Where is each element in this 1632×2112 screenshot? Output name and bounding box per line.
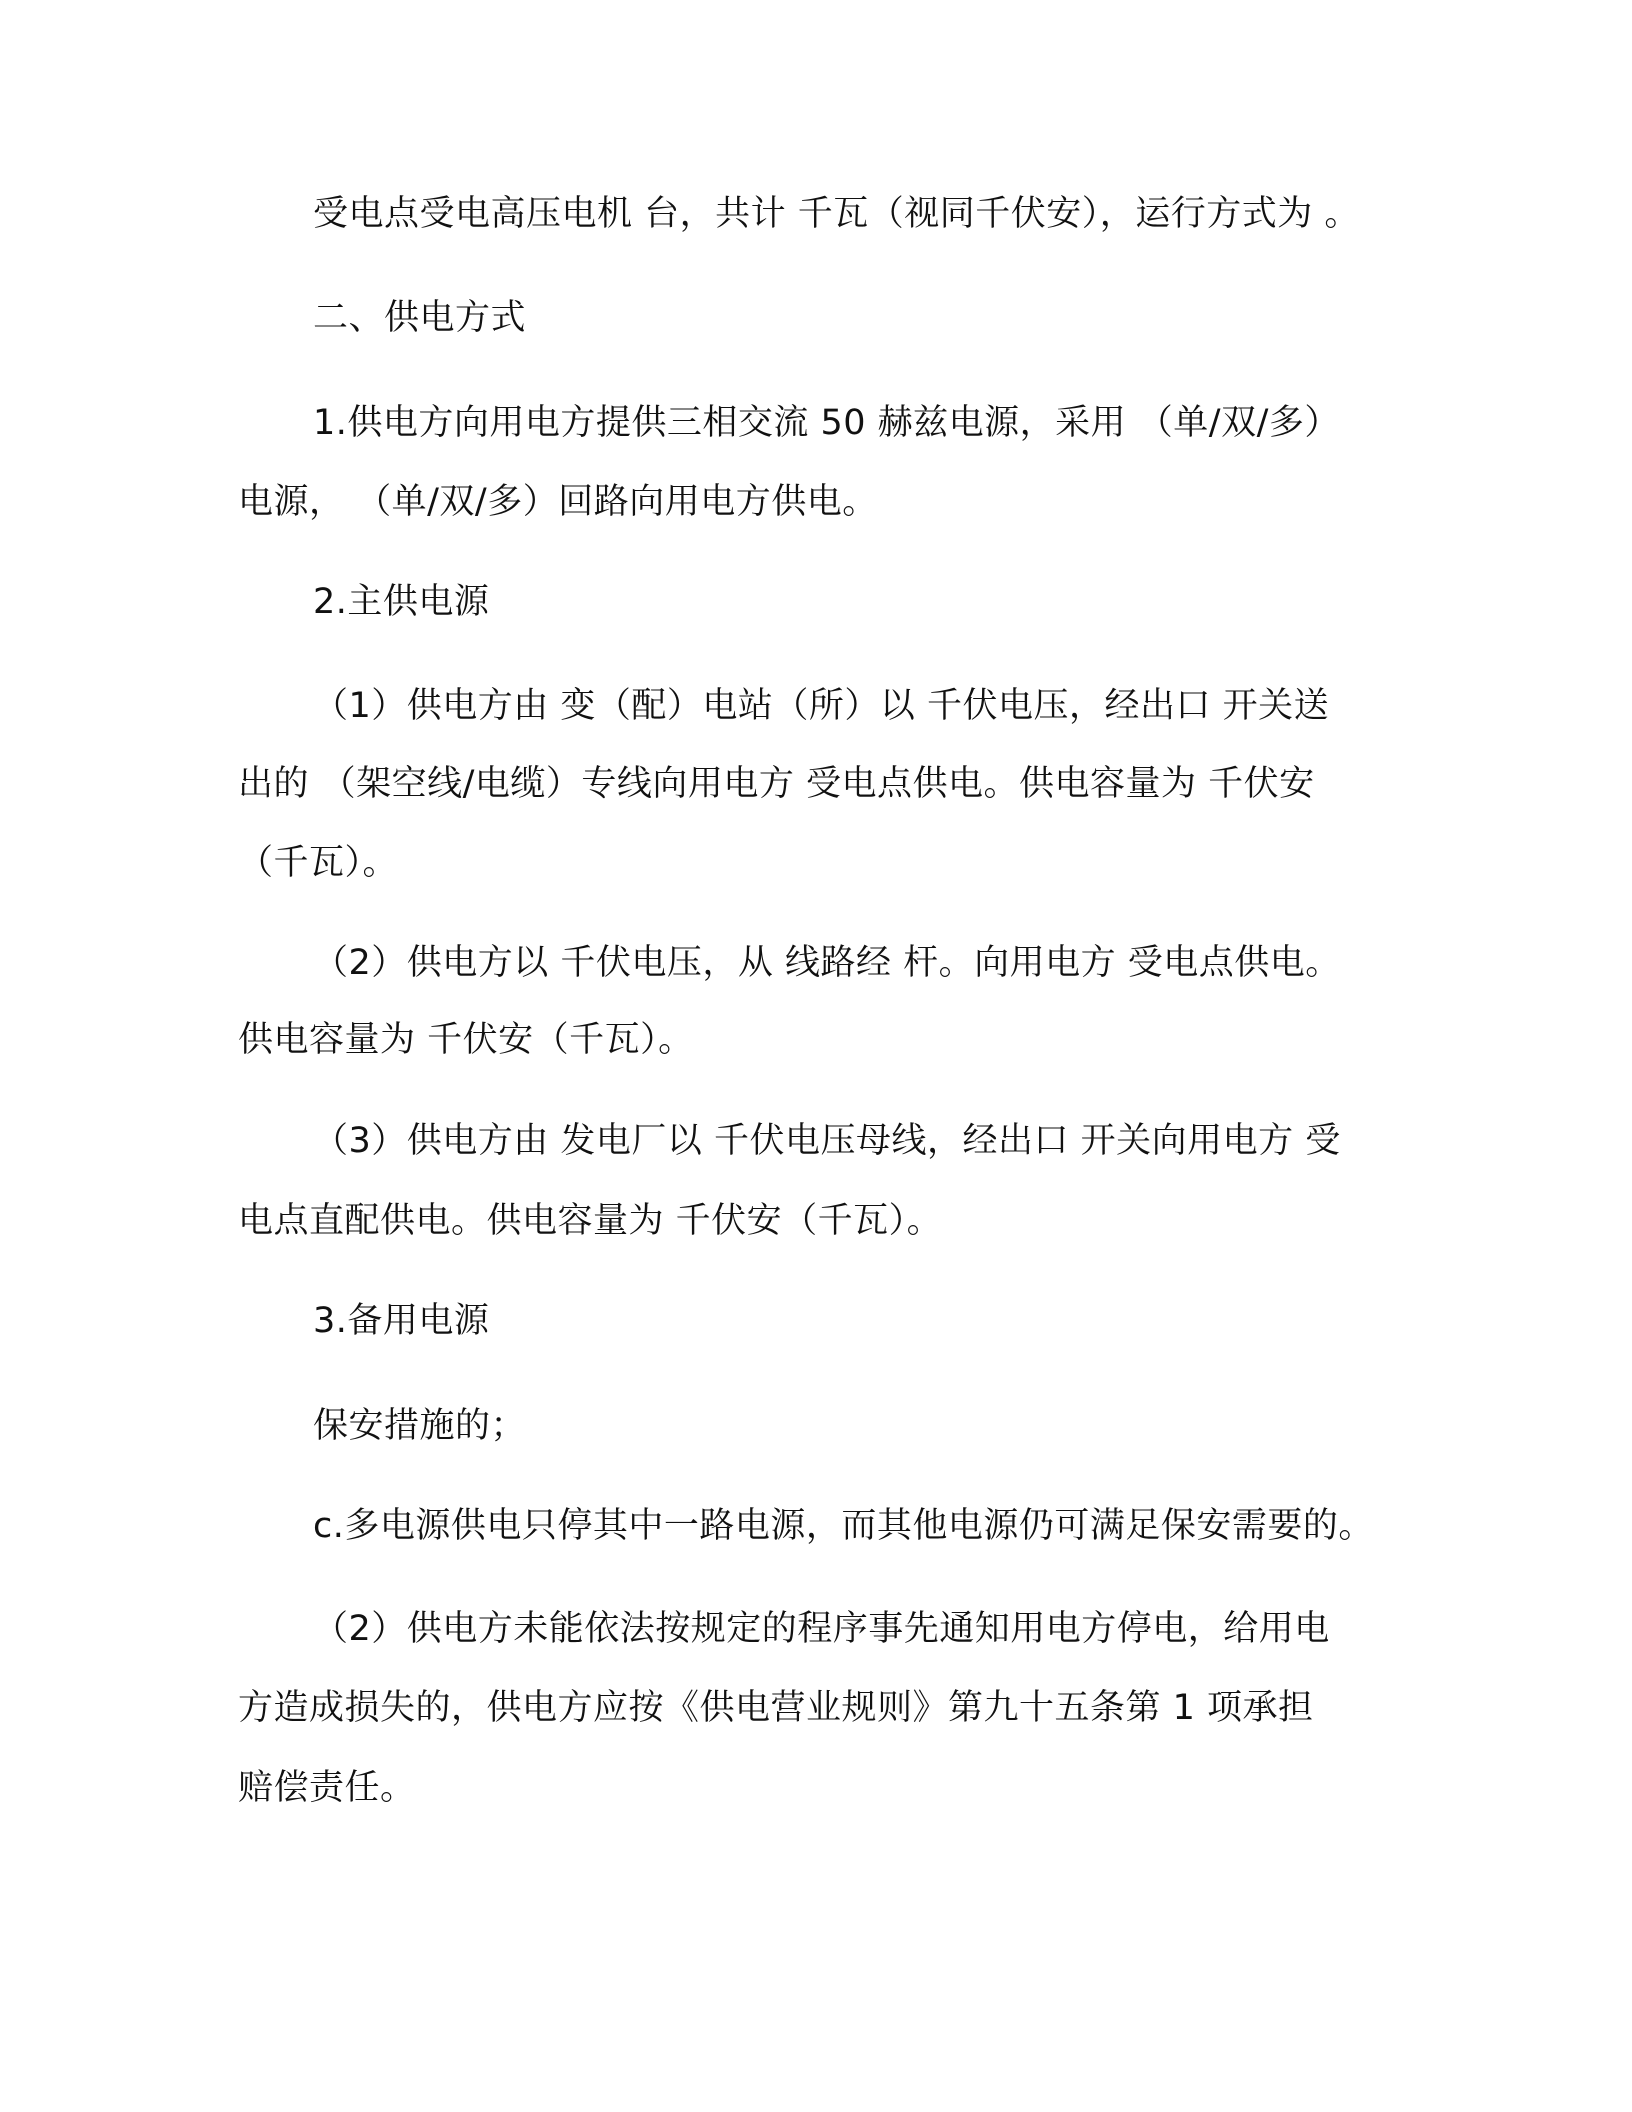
text-line-6: （1）供电方由 变（配）电站（所）以 千伏电压，经出口 开关送 <box>313 686 1330 726</box>
text-line-12: 电点直配供电。供电容量为 千伏安（千瓦）。 <box>238 1201 943 1241</box>
text-line-4: 电源， （单/双/多）回路向用电方供电。 <box>238 482 878 522</box>
text-line-10: 供电容量为 千伏安（千瓦）。 <box>238 1020 694 1060</box>
text-line-15: c.多电源供电只停其中一路电源，而其他电源仍可满足保安需要的。 <box>313 1506 1374 1546</box>
text-line-1: 受电点受电高压电机 台，共计 千瓦（视同千伏安），运行方式为 。 <box>313 194 1360 234</box>
subheading-main-power-source: 2.主供电源 <box>313 582 490 622</box>
text-line-14: 保安措施的； <box>313 1406 527 1446</box>
section-heading-power-supply-method: 二、供电方式 <box>313 298 527 338</box>
text-line-17: 方造成损失的，供电方应按《供电营业规则》第九十五条第 1 项承担 <box>238 1688 1314 1728</box>
text-line-8: （千瓦）。 <box>238 843 399 883</box>
text-line-16: （2）供电方未能依法按规定的程序事先通知用电方停电，给用电 <box>313 1609 1330 1649</box>
text-line-3: 1.供电方向用电方提供三相交流 50 赫兹电源，采用 （单/双/多） <box>313 403 1340 443</box>
text-line-11: （3）供电方由 发电厂以 千伏电压母线，经出口 开关向用电方 受 <box>313 1121 1341 1161</box>
subheading-backup-power-source: 3.备用电源 <box>313 1301 490 1341</box>
text-line-7: 出的 （架空线/电缆）专线向用电方 受电点供电。供电容量为 千伏安 <box>238 764 1315 804</box>
text-line-18: 赔偿责任。 <box>238 1768 416 1808</box>
text-line-9: （2）供电方以 千伏电压，从 线路经 杆。向用电方 受电点供电。 <box>313 943 1341 983</box>
